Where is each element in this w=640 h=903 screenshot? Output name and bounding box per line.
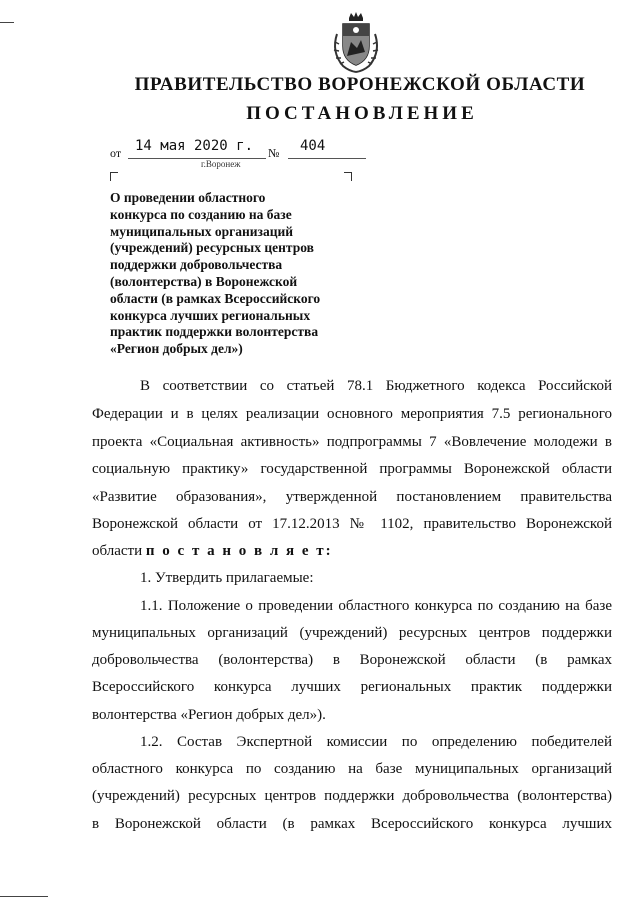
- date-value: 14 мая 2020 г.: [135, 138, 254, 154]
- date-label: от: [110, 146, 122, 160]
- subject-line: (волонтерства) в Воронежской: [110, 273, 298, 289]
- body-line: Воронежской области от 17.12.2013 № 1102, правительство Воронежской: [92, 516, 612, 532]
- body-line: (учреждений) ресурсных центров поддержки добровольчества (волонтерства): [92, 788, 612, 804]
- subject-line: области (в рамках Всероссийского: [110, 290, 321, 306]
- subject-line: поддержки добровольчества: [110, 257, 283, 273]
- bracket-left-mark: [110, 172, 118, 181]
- government-title: ПРАВИТЕЛЬСТВО ВОРОНЕЖСКОЙ ОБЛАСТИ: [134, 74, 586, 95]
- number-underline: [288, 158, 366, 159]
- document-type: ПОСТАНОВЛЕНИЕ: [246, 103, 478, 124]
- body-line: Федерации и в целях реализации основного мероприятия 7.5 регионального: [92, 406, 612, 422]
- body-text-fragment: области: [92, 543, 143, 559]
- number-label: №: [268, 146, 280, 160]
- body-line: добровольчества (волонтерства) в Воронежской области (в рамках: [92, 652, 612, 668]
- bracket-right-mark: [344, 172, 352, 181]
- date-underline: [128, 158, 266, 159]
- subject-line: О проведении областного: [110, 190, 266, 205]
- body-line: 1.2. Состав Экспертной комиссии по определению победителей: [140, 734, 612, 750]
- body-line: В соответствии со статьей 78.1 Бюджетного кодекса Российской: [140, 378, 612, 394]
- subject-line: практик поддержки волонтерства: [110, 324, 319, 340]
- body-line: проекта «Социальная активность» подпрограммы 7 «Вовлечение молодежи в: [92, 434, 612, 450]
- body-line: муниципальных организаций (учреждений) ресурсных центров поддержки: [92, 625, 612, 641]
- body-line: «Развитие образования», утвержденной постановлением правительства: [92, 489, 612, 505]
- body-line: социальную практику» государственной программы Воронежской области: [92, 461, 612, 477]
- coat-of-arms-icon: [327, 12, 385, 74]
- subject-line: (учреждений) ресурсных центров: [110, 240, 314, 256]
- body-line: 1. Утвердить прилагаемые:: [140, 570, 314, 586]
- scan-mark-top: [0, 22, 14, 23]
- body-line: в Воронежской области (в рамках Всероссийского конкурса лучших: [92, 816, 612, 832]
- body-line: Всероссийского конкурса лучших региональных практик поддержки: [92, 679, 612, 695]
- body-line: 1.1. Положение о проведении областного конкурса по созданию на базе: [140, 598, 612, 614]
- subject-line: конкурса по созданию на базе: [110, 206, 292, 222]
- date-number-line: [110, 138, 370, 160]
- city-label: г.Воронеж: [201, 159, 241, 169]
- decree-word: п о с т а н о в л я е т:: [145, 543, 333, 559]
- subject-line: «Регион добрых дел»): [110, 341, 243, 357]
- number-value: 404: [300, 138, 326, 154]
- body-line: областного конкурса по созданию на базе муниципальных организаций: [92, 761, 612, 777]
- scan-mark-bottom: [0, 896, 48, 897]
- subject-line: муниципальных организаций: [110, 223, 294, 239]
- body-line: [92, 543, 333, 563]
- document-subject: [110, 190, 360, 358]
- subject-line: конкурса лучших региональных: [110, 307, 311, 323]
- body-line: волонтерства «Регион добрых дел»).: [92, 707, 326, 723]
